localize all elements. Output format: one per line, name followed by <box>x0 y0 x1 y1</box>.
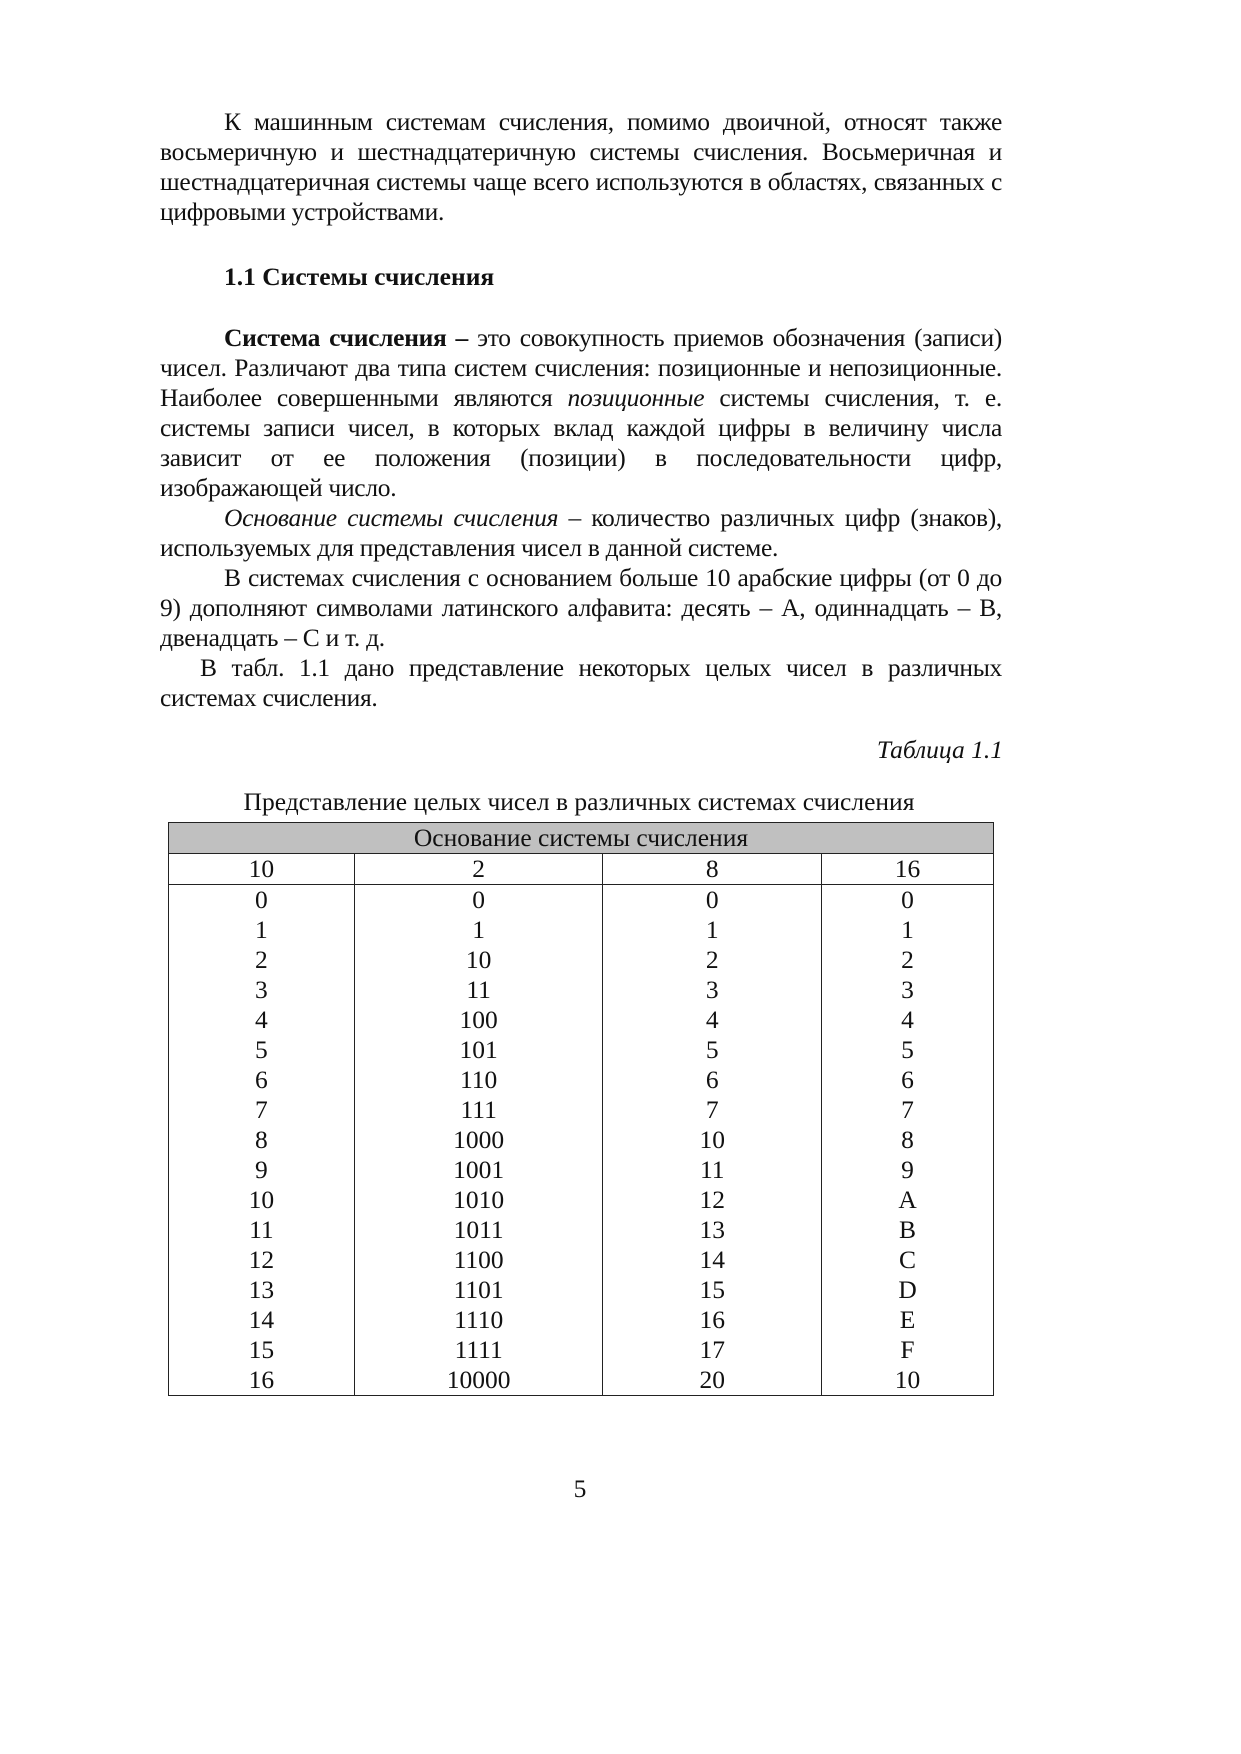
cell-base-2: 101 <box>354 1035 603 1065</box>
cell-base-8: 12 <box>603 1185 822 1215</box>
table-row <box>169 1125 994 1155</box>
cell-base-10: 3 <box>169 975 355 1005</box>
table-row <box>169 1035 994 1065</box>
cell-base-2: 111 <box>354 1095 603 1125</box>
cell-base-10: 1 <box>169 915 355 945</box>
cell-base-8: 11 <box>603 1155 822 1185</box>
table-row <box>169 1365 994 1396</box>
cell-base-8: 15 <box>603 1275 822 1305</box>
table-row <box>169 1215 994 1245</box>
cell-base-10: 0 <box>169 885 355 916</box>
cell-base-16: 8 <box>822 1125 994 1155</box>
table-label: Таблица 1.1 <box>876 735 1003 764</box>
cell-base-10: 2 <box>169 945 355 975</box>
table-reference-paragraph: В табл. 1.1 дано представление некоторых целых чисел в различных системах счисления. <box>160 653 1002 712</box>
cell-base-2: 1001 <box>354 1155 603 1185</box>
cell-base-10: 12 <box>169 1245 355 1275</box>
cell-base-16: 4 <box>822 1005 994 1035</box>
cell-base-8: 2 <box>603 945 822 975</box>
cell-base-10: 8 <box>169 1125 355 1155</box>
cell-base-16: E <box>822 1305 994 1335</box>
cell-base-2: 10 <box>354 945 603 975</box>
base-definition-term: Основание системы счисления <box>224 503 559 532</box>
cell-base-2: 1101 <box>354 1275 603 1305</box>
column-header-base-10: 10 <box>169 854 355 885</box>
cell-base-8: 0 <box>603 885 822 916</box>
cell-base-16: 6 <box>822 1065 994 1095</box>
cell-base-2: 110 <box>354 1065 603 1095</box>
table-body <box>169 885 994 1396</box>
cell-base-2: 0 <box>354 885 603 916</box>
cell-base-8: 4 <box>603 1005 822 1035</box>
cell-base-10: 4 <box>169 1005 355 1035</box>
base-definition-paragraph <box>160 503 1002 563</box>
cell-base-10: 6 <box>169 1065 355 1095</box>
cell-base-2: 1000 <box>354 1125 603 1155</box>
column-header-base-16: 16 <box>822 854 994 885</box>
intro-block <box>160 107 1002 227</box>
cell-base-8: 1 <box>603 915 822 945</box>
column-header-base-2: 2 <box>354 854 603 885</box>
cell-base-16: 9 <box>822 1155 994 1185</box>
definition-dash: – <box>446 323 478 352</box>
intro-paragraph: К машинным системам счисления, помимо двоичной, относят также восьмеричную и шестнадцатеричную системы счисления. Восьмеричная и шестнадцатеричная системы чаще всего используются в областях, связанных с цифровыми устройствами. <box>160 107 1002 226</box>
column-header-base-8: 8 <box>603 854 822 885</box>
cell-base-2: 100 <box>354 1005 603 1035</box>
letters-paragraph: В системах счисления с основанием больше 10 арабские цифры (от 0 до 9) дополняют символами латинского алфавита: десять – A, одиннадцать – B, двенадцать – C и т. д. <box>160 563 1002 652</box>
cell-base-8: 13 <box>603 1215 822 1245</box>
cell-base-8: 20 <box>603 1365 822 1396</box>
table-column-header-row <box>169 854 994 885</box>
cell-base-16: C <box>822 1245 994 1275</box>
cell-base-8: 14 <box>603 1245 822 1275</box>
cell-base-10: 5 <box>169 1035 355 1065</box>
table-row <box>169 915 994 945</box>
table-row <box>169 975 994 1005</box>
cell-base-16: 1 <box>822 915 994 945</box>
cell-base-16: 10 <box>822 1365 994 1396</box>
table-row <box>169 1335 994 1365</box>
table-row <box>169 945 994 975</box>
table-row <box>169 885 994 916</box>
cell-base-10: 11 <box>169 1215 355 1245</box>
cell-base-16: A <box>822 1185 994 1215</box>
cell-base-8: 5 <box>603 1035 822 1065</box>
cell-base-16: 3 <box>822 975 994 1005</box>
cell-base-10: 9 <box>169 1155 355 1185</box>
cell-base-10: 13 <box>169 1275 355 1305</box>
section-heading: 1.1 Системы счисления <box>224 262 495 291</box>
table-group-header: Основание системы счисления <box>169 823 994 854</box>
cell-base-8: 16 <box>603 1305 822 1335</box>
table-caption: Представление целых чисел в различных системах счисления <box>243 787 915 816</box>
section-body <box>160 323 1002 713</box>
table-row <box>169 1065 994 1095</box>
cell-base-2: 11 <box>354 975 603 1005</box>
cell-base-2: 10000 <box>354 1365 603 1396</box>
definition-italic: позиционные <box>567 383 705 412</box>
definition-text-2: системы счисления, т. е. системы записи чисел, в которых вклад каждой цифры в величину числа зависит от ее положения (позиции) в последовательности цифр, изображающей число. <box>160 383 1002 502</box>
cell-base-8: 3 <box>603 975 822 1005</box>
table-row <box>169 1275 994 1305</box>
cell-base-8: 6 <box>603 1065 822 1095</box>
cell-base-16: D <box>822 1275 994 1305</box>
table-row <box>169 1245 994 1275</box>
cell-base-8: 10 <box>603 1125 822 1155</box>
cell-base-16: F <box>822 1335 994 1365</box>
cell-base-2: 1100 <box>354 1245 603 1275</box>
cell-base-10: 16 <box>169 1365 355 1396</box>
cell-base-16: 5 <box>822 1035 994 1065</box>
cell-base-10: 10 <box>169 1185 355 1215</box>
definition-text-1: это совокупность приемов обозначения (записи) чисел. Различают два типа систем счисления: позиционные и непозиционные. Наиболее совершенными являются <box>160 323 1002 412</box>
table-row <box>169 1095 994 1125</box>
cell-base-16: 2 <box>822 945 994 975</box>
cell-base-10: 7 <box>169 1095 355 1125</box>
table-row <box>169 1155 994 1185</box>
cell-base-8: 17 <box>603 1335 822 1365</box>
cell-base-10: 14 <box>169 1305 355 1335</box>
cell-base-2: 1 <box>354 915 603 945</box>
cell-base-16: 0 <box>822 885 994 916</box>
cell-base-8: 7 <box>603 1095 822 1125</box>
number-systems-table <box>168 822 994 1396</box>
definition-paragraph <box>160 323 1002 503</box>
cell-base-16: B <box>822 1215 994 1245</box>
page-number: 5 <box>573 1474 587 1503</box>
table-row <box>169 1005 994 1035</box>
base-definition-text: – количество различных цифр (знаков), используемых для представления чисел в данной системе. <box>160 503 1002 562</box>
cell-base-2: 1010 <box>354 1185 603 1215</box>
cell-base-2: 1110 <box>354 1305 603 1335</box>
cell-base-2: 1011 <box>354 1215 603 1245</box>
definition-term: Система счисления <box>224 323 447 352</box>
cell-base-10: 15 <box>169 1335 355 1365</box>
table-row <box>169 1305 994 1335</box>
cell-base-2: 1111 <box>354 1335 603 1365</box>
cell-base-16: 7 <box>822 1095 994 1125</box>
table-row <box>169 1185 994 1215</box>
